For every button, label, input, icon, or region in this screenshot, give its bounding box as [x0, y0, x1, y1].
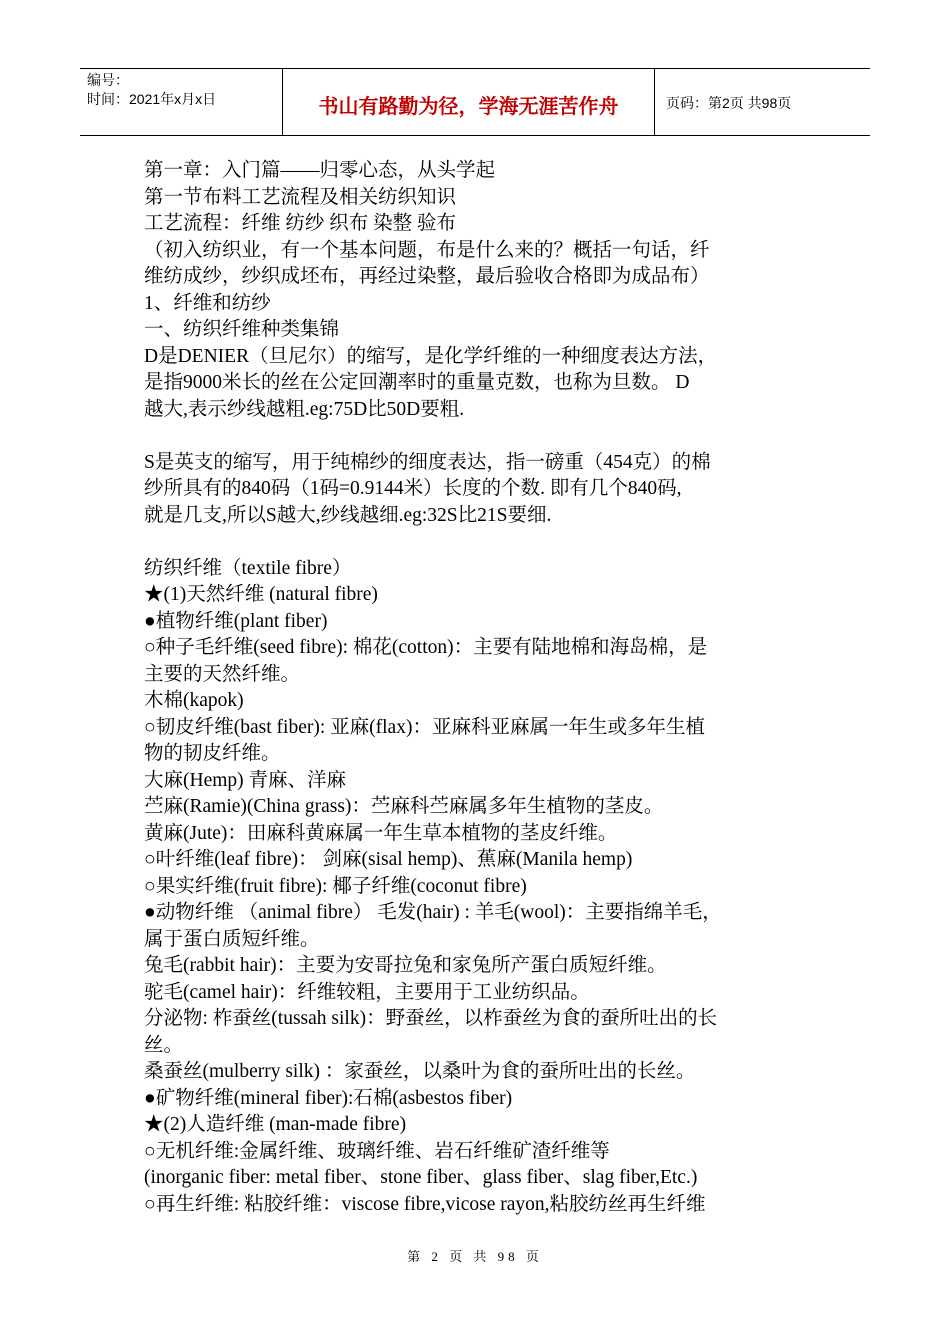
text-line: 越大,表示纱线越粗.eg:75D比50D要粗.: [144, 398, 465, 420]
text-line: 桑蚕丝(mulberry silk) ：家蚕丝，以桑叶为食的蚕所吐出的长丝。: [144, 1061, 696, 1082]
header-meta: [80, 69, 283, 135]
text-line: 一、纺织纤维种类集锦: [144, 319, 340, 340]
text-line: 属于蛋白质短纤维。: [144, 928, 320, 950]
text-line: 兔毛(rabbit hair)：主要为安哥拉兔和家兔所产蛋白质短纤维。: [144, 955, 667, 976]
header-number-label: 编号：: [87, 72, 129, 88]
text-line: ★(2)人造纤维 (man-made fibre): [144, 1114, 407, 1135]
text-line: 木棉(kapok): [144, 690, 244, 711]
header-page-info: 页码：第2页 共98页: [666, 95, 792, 111]
header-motto: 书山有路勤为径，学海无涯苦作舟: [283, 69, 655, 135]
text-line: （初入纺织业，有一个基本问题，布是什么来的？概括一句话，纤: [144, 239, 710, 261]
text-line: 纱所具有的840码（1码=0.9144米）长度的个数. 即有几个840码,: [144, 478, 682, 499]
text-line: ○再生纤维: 粘胶纤维：viscose fibre,vicose rayon,粘胶纺丝再生纤维: [144, 1193, 706, 1215]
text-line: ★(1)天然纤维 (natural fibre): [144, 584, 378, 605]
text-line: ○叶纤维(leaf fibre)： 剑麻(sisal hemp)、蕉麻(Manila hemp): [144, 849, 633, 870]
text-line: 工艺流程：纤维 纺纱 织布 染整 验布: [144, 213, 457, 234]
text-line: 物的韧皮纤维。: [144, 743, 281, 764]
text-line: 第一节布料工艺流程及相关纺织知识: [144, 186, 457, 208]
text-line: ●动物纤维 （animal fibre） 毛发(hair) : 羊毛(wool)：主要指绵羊毛，: [144, 902, 722, 923]
text-line: ●植物纤维(plant fiber): [144, 610, 328, 632]
text-line: 就是几支,所以S越大,纱线越细.eg:32S比21S要细.: [144, 504, 552, 526]
text-line: 主要的天然纤维。: [144, 663, 301, 685]
text-line: 苎麻(Ramie)(China grass)：苎麻科苎麻属多年生植物的茎皮。: [144, 796, 664, 817]
text-line: 纺织纤维（textile fibre）: [144, 557, 352, 579]
text-line: 维纺成纱，纱织成坯布，再经过染整，最后验收合格即为成品布）: [144, 266, 710, 287]
blank-line: [144, 423, 824, 450]
text-line: 1、纤维和纺纱: [144, 292, 271, 314]
text-line: 丝。: [144, 1034, 184, 1056]
text-line: 驼毛(camel hair)：纤维较粗，主要用于工业纺织品。: [144, 981, 590, 1003]
text-line: (inorganic fiber: metal fiber、stone fiber、glass fiber、slag fiber,Etc.): [144, 1167, 698, 1188]
text-line: 是指9000米长的丝在公定回潮率时的重量克数，也称为旦数。 D: [144, 372, 690, 393]
page-header: [80, 68, 870, 136]
text-line: D是DENIER（旦尼尔）的缩写，是化学纤维的一种细度表达方法，: [144, 345, 718, 367]
header-date-label: 时间：2021年x月x日: [87, 91, 217, 107]
text-line: 分泌物: 柞蚕丝(tussah silk)：野蚕丝，以柞蚕丝为食的蚕所吐出的长: [144, 1008, 718, 1029]
text-line: ○韧皮纤维(bast fiber): 亚麻(flax)：亚麻科亚麻属一年生或多年生植: [144, 716, 705, 738]
text-line: ○果实纤维(fruit fibre): 椰子纤维(coconut fibre): [144, 875, 527, 897]
text-line: 第一章：入门篇——归零心态，从头学起: [144, 160, 496, 181]
text-line: ●矿物纤维(mineral fiber):石棉(asbestos fiber): [144, 1087, 513, 1109]
blank-line: [144, 529, 824, 556]
text-line: 大麻(Hemp) 青麻、洋麻: [144, 769, 347, 791]
text-line: ○无机纤维:金属纤维、玻璃纤维、岩石纤维矿渣纤维等: [144, 1140, 610, 1162]
text-line: S是英支的缩写，用于纯棉纱的细度表达，指一磅重（454克）的棉: [144, 451, 711, 473]
text-line: ○种子毛纤维(seed fibre): 棉花(cotton)：主要有陆地棉和海岛棉，是: [144, 637, 708, 658]
document-body: [144, 158, 824, 1218]
text-line: 黄麻(Jute)：田麻科黄麻属一年生草本植物的茎皮纤维。: [144, 822, 618, 844]
page-footer: 第 2 页 共 98 页: [407, 1249, 543, 1264]
